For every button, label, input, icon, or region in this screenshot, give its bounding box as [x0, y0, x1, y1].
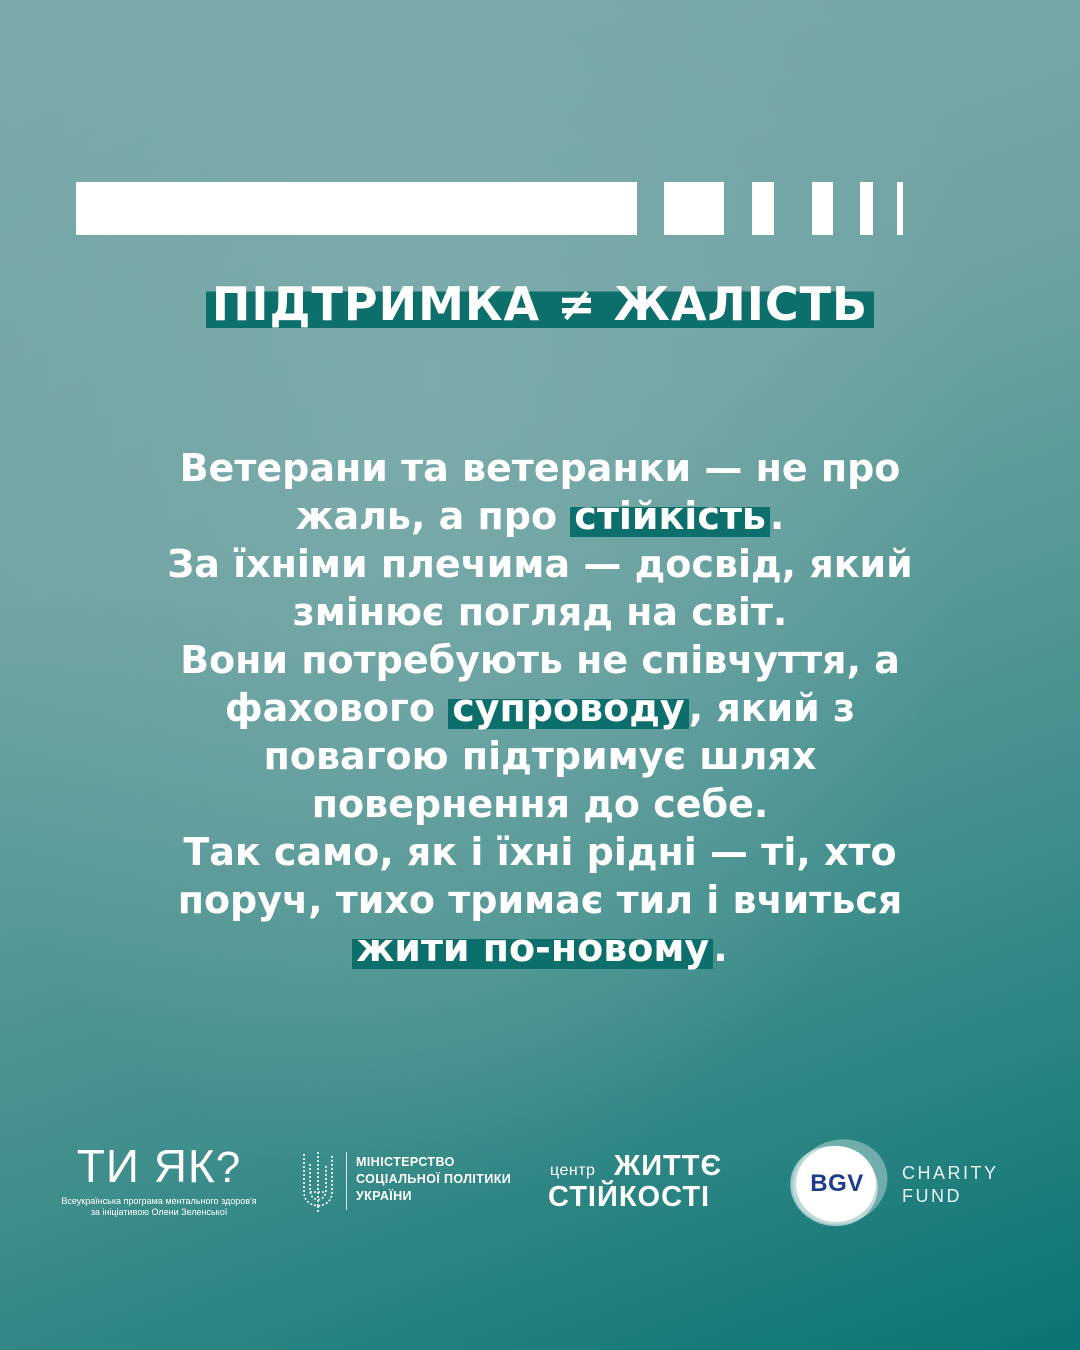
decorative-bar	[664, 182, 724, 235]
body-text	[130, 444, 950, 972]
text-fragment: , який з	[688, 686, 856, 730]
ministry-line: УКРАЇНИ	[356, 1189, 412, 1203]
resilience-logo-word2: СТІЙКОСТІ	[548, 1181, 711, 1213]
page-title-wrap	[0, 278, 1080, 330]
text-line: Ветерани та ветеранки — не про	[179, 446, 901, 490]
bgv-line: CHARITY	[902, 1163, 999, 1183]
text-line: За їхніми плечима — досвід, який	[167, 542, 913, 586]
highlight-new-life: жити по-новому	[352, 926, 713, 970]
tiyak-subtitle-line: Всеукраїнська програма ментального здоров'я	[61, 1196, 257, 1206]
divider	[346, 1152, 347, 1210]
text-line	[130, 924, 950, 972]
resilience-center-logo	[548, 1150, 748, 1214]
bgv-badge-text: BGV	[810, 1170, 864, 1197]
text-line: Так само, як і їхні рідні — ті, хто	[183, 830, 897, 874]
bgv-logo-text	[902, 1162, 999, 1208]
ministry-line: МІНІСТЕРСТВО	[356, 1155, 455, 1169]
decorative-bar	[897, 182, 903, 235]
text-fragment: .	[713, 926, 728, 970]
bgv-line: FUND	[902, 1186, 962, 1206]
text-line: Вони потребують не співчуття, а	[180, 638, 900, 682]
text-line: поруч, тихо тримає тил і вчиться	[177, 878, 903, 922]
text-line: змінює погляд на світ.	[292, 590, 788, 634]
ministry-logo-text	[356, 1154, 511, 1205]
highlight-resilience: стійкість	[570, 494, 770, 538]
text-fragment: фахового	[224, 686, 449, 730]
tiyak-logo	[44, 1140, 274, 1218]
decorative-bar	[76, 182, 637, 235]
decorative-bar	[812, 182, 833, 235]
bgv-charity-logo	[782, 1136, 1012, 1232]
resilience-logo-small: центр	[550, 1162, 596, 1179]
trident-icon	[298, 1148, 338, 1214]
text-line	[130, 684, 950, 732]
decorative-bar	[860, 182, 873, 235]
tiyak-logo-subtitle	[44, 1196, 274, 1218]
text-line: повернення до себе.	[311, 782, 769, 826]
question-mark-icon: ?	[215, 1143, 242, 1192]
resilience-logo-word1: ЖИТТЄ	[614, 1150, 723, 1182]
ministry-logo	[298, 1148, 528, 1214]
tiyak-subtitle-line: за ініціативою Олени Зеленської	[90, 1207, 228, 1217]
ministry-line: СОЦІАЛЬНОЇ ПОЛІТИКИ	[356, 1172, 512, 1186]
highlight-support: супроводу	[448, 686, 688, 730]
page-title: ПІДТРИМКА ≠ ЖАЛІСТЬ	[206, 278, 874, 330]
text-fragment: .	[769, 494, 785, 538]
text-fragment: жаль, а про	[295, 494, 571, 538]
tiyak-logo-name: ТИ ЯК	[76, 1140, 216, 1192]
decorative-bar	[752, 182, 774, 235]
text-line: повагою підтримує шлях	[263, 734, 817, 778]
text-line	[130, 492, 950, 540]
